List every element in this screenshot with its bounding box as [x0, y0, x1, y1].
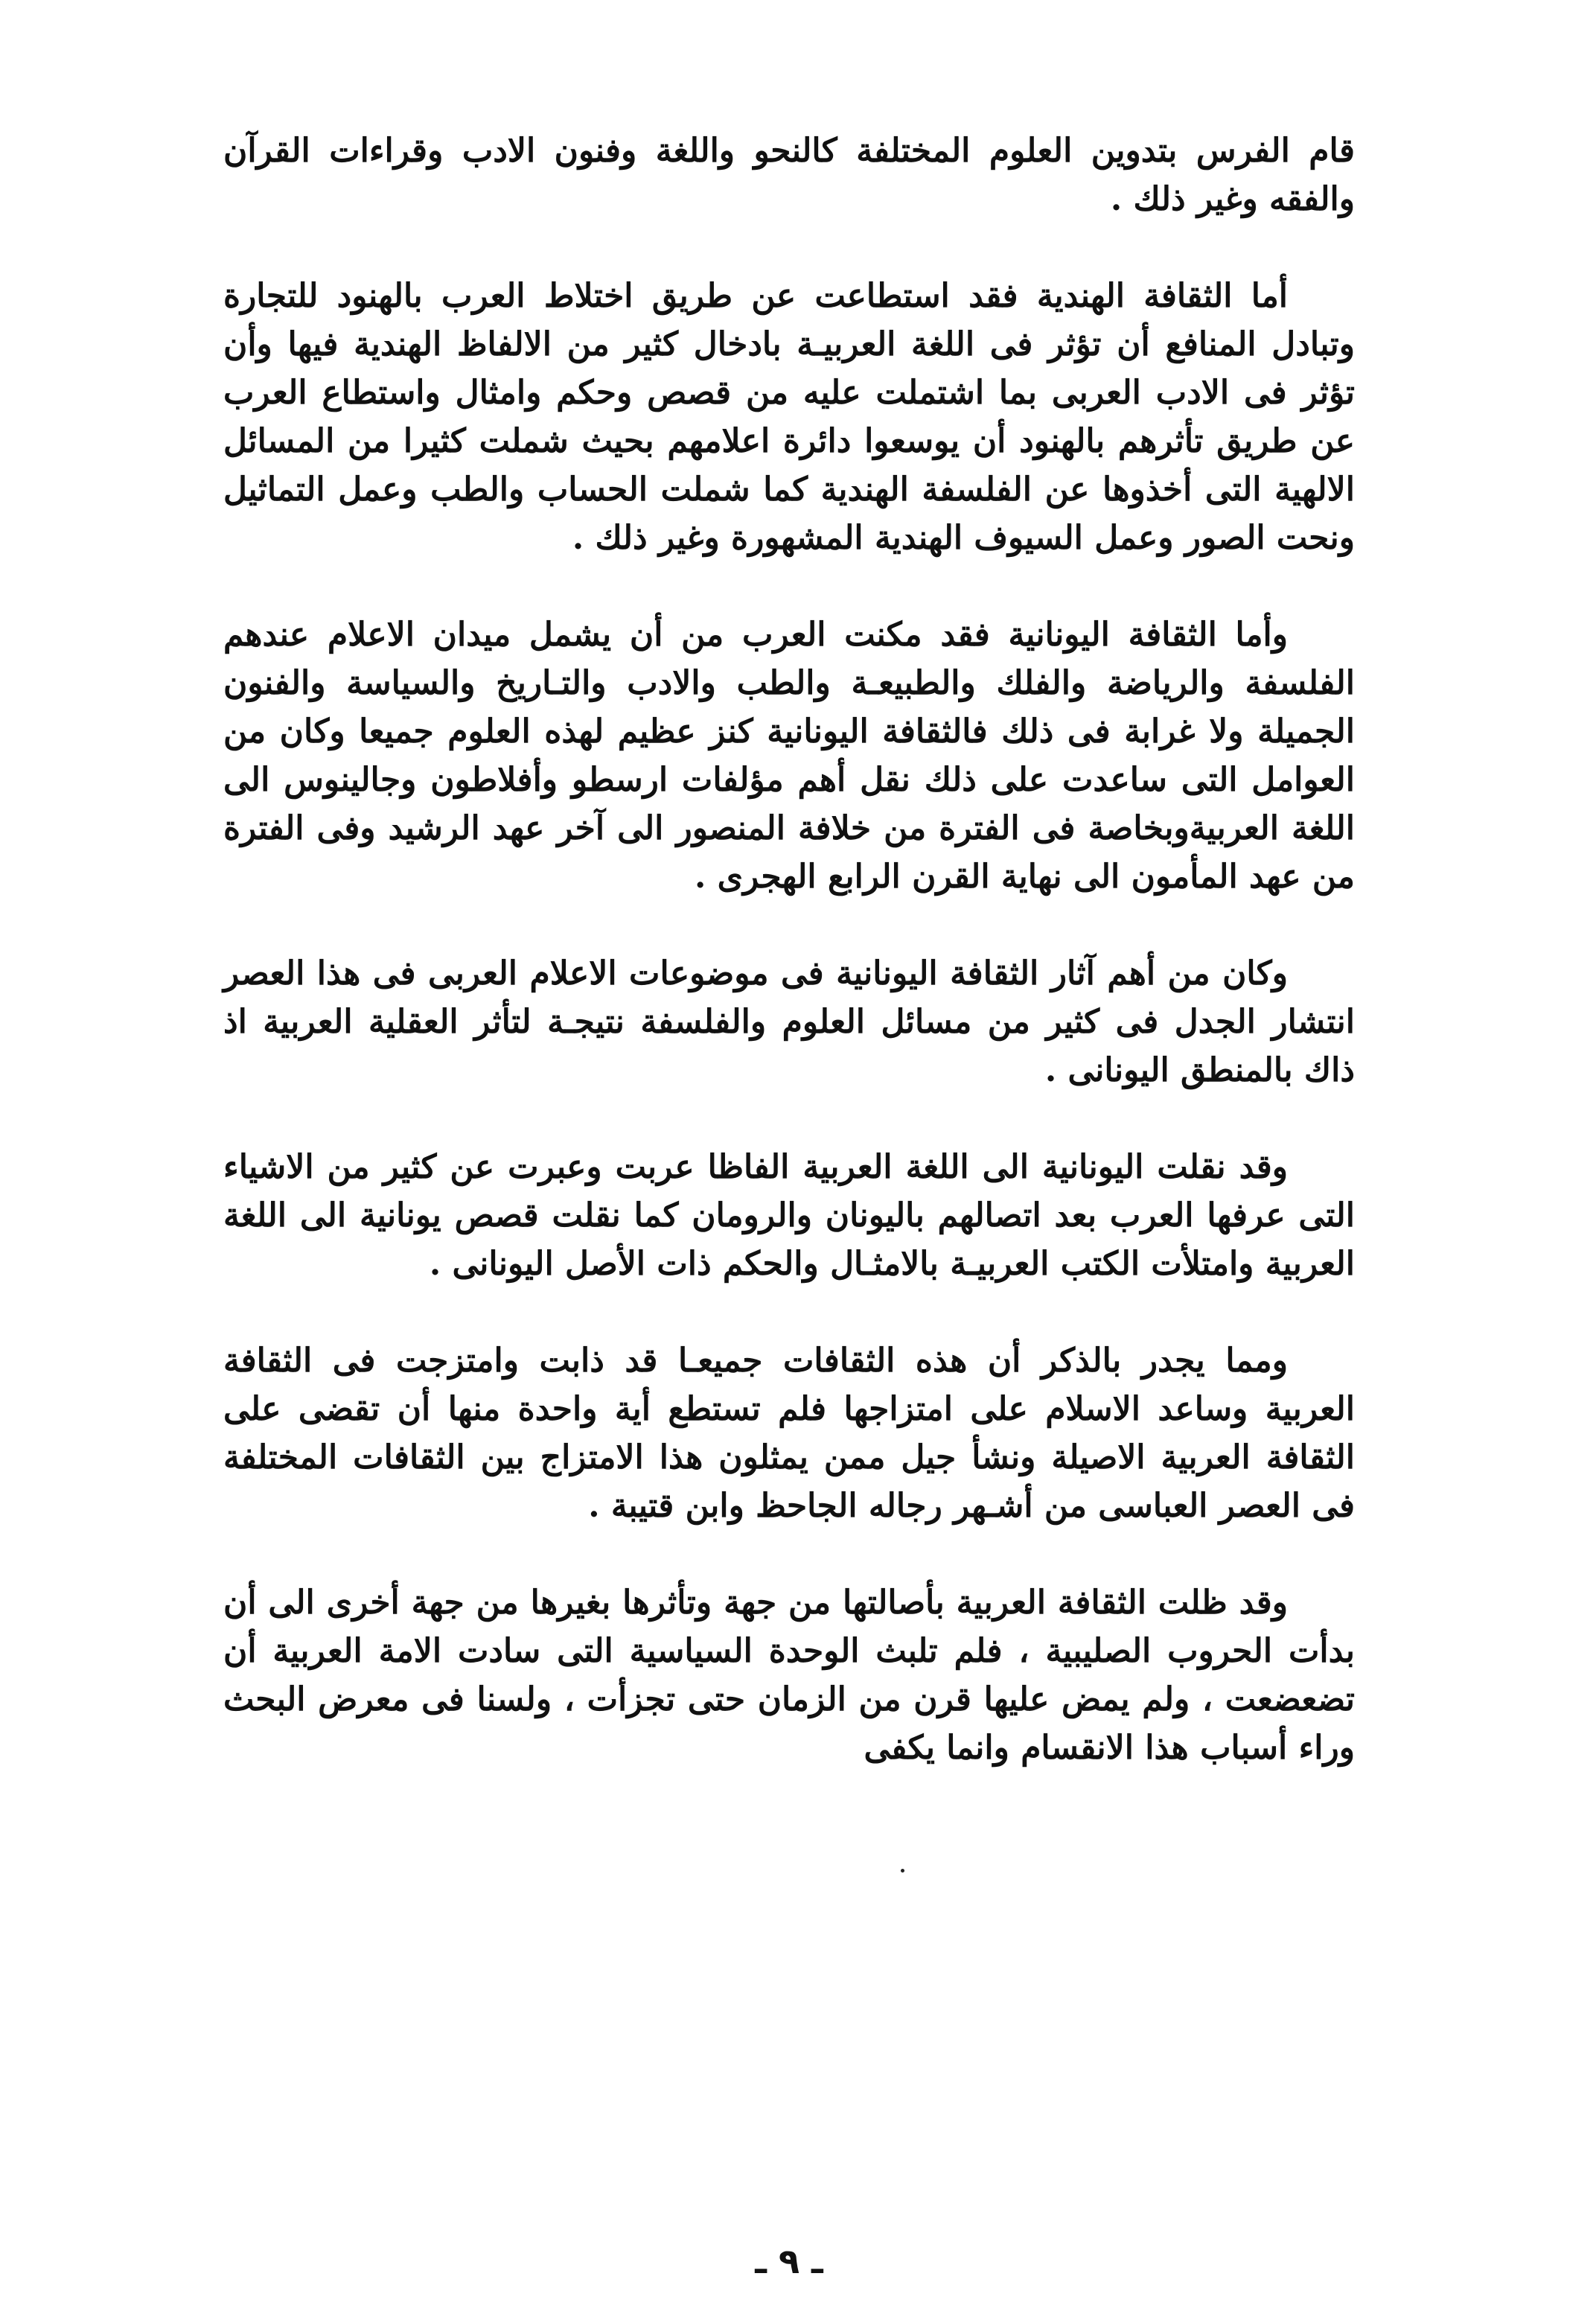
paragraph-1: قام الفرس بتدوين العلوم المختلفة كالنحو واللغة وفنون الادب وقراءات القرآن والفقه وغير ذلك . — [223, 132, 1355, 218]
paragraph-7: وقد ظلت الثقافة العربية بأصالتها من جهة وتأثرها بغيرها من جهة أخرى الى أن بدأت الحروب الصليبية ، فلم تلبث الوحدة السياسية التى سادت الامة العربية أن تضعضعت ، ولم يمض عليها قرن من الزمان حتى تجزأت ، ولسنا فى معرض البحث وراء أسباب هذا الانقسام وانما يكفى — [223, 1584, 1355, 1767]
paragraph-6: ومما يجدر بالذكر أن هذه الثقافات جميعـا قد ذابت وامتزجت فى الثقافة العربية وساعد الاسلام على امتزاجها فلم تستطع أية واحدة منها أن تقضى على الثقافة العربية الاصيلة ونشأ جيل ممن يمثلون هذا الامتزاج بين الثقافات المختلفة فى العصر العباسى من أشـهر رجاله الجاحظ وابن قتيبة . — [223, 1342, 1355, 1525]
document-page — [223, 127, 1355, 2281]
paragraph-2: أما الثقافة الهندية فقد استطاعت عن طريق اختلاط العرب بالهنود للتجارة وتبادل المنافع أن تؤثر فى اللغة العربيـة بادخال كثير من الالفاظ الهندية فيها وأن تؤثر فى الادب العربى بما اشتملت عليه من قصص وحكم وامثال واستطاع العرب عن طريق تأثرهم بالهنود أن يوسعوا دائرة اعلامهم بحيث شملت كثيرا من المسائل الالهية التى أخذوها عن الفلسفة الهندية كما شملت الحساب والطب وعمل التماثيل ونحت الصور وعمل السيوف الهندية المشهورة وغير ذلك . — [223, 277, 1355, 557]
paragraph-3: وأما الثقافة اليونانية فقد مكنت العرب من أن يشمل ميدان الاعلام عندهم الفلسفة والرياضة والفلك والطبيعـة والطب والادب والتـاريخ والسياسة والفنون الجميلة ولا غرابة فى ذلك فالثقافة اليونانية كنز عظيم لهذه العلوم جميعا وكان من العوامل التى ساعدت على ذلك نقل أهم مؤلفات ارسطو وأفلاطون وجالينوس الى اللغة العربيةوبخاصة فى الفترة من خلافة المنصور الى آخر عهد الرشيد وفى الفترة من عهد المأمون الى نهاية القرن الرابع الهجرى . — [223, 616, 1355, 896]
paragraph-5: وقد نقلت اليونانية الى اللغة العربية الفاظا عربت وعبرت عن كثير من الاشياء التى عرفها العرب بعد اتصالهم باليونان والرومان كما نقلت قصص يونانية الى اللغة العربية وامتلأت الكتب العربيـة بالامثـال والحكم ذات الأصل اليونانى . — [223, 1148, 1355, 1283]
page-number: ـ ٩ ـ — [755, 2241, 823, 2281]
scan-speck — [901, 1869, 904, 1873]
paragraph-4: وكان من أهم آثار الثقافة اليونانية فى موضوعات الاعلام العربى فى هذا العصر انتشار الجدل فى كثير من مسائل العلوم والفلسفة نتيجـة لتأثر العقلية العربية اذ ذاك بالمنطق اليونانى . — [223, 955, 1355, 1089]
